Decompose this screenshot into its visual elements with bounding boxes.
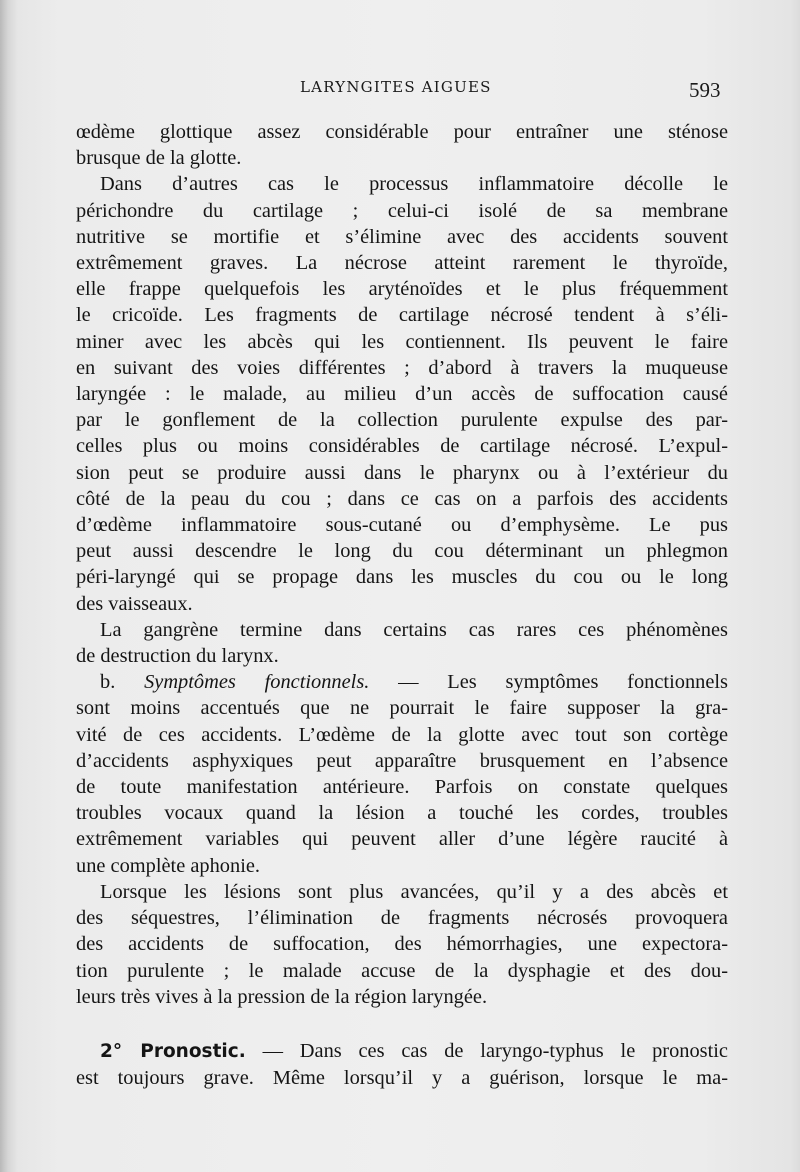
text-line: laryngée : le malade, au milieu d’un accès de suffocation causé xyxy=(76,383,728,406)
section-gap xyxy=(76,1010,728,1038)
text-line: des accidents de suffocation, des hémorrhagies, une expectora- xyxy=(76,933,728,956)
text-line: La gangrène termine dans certains cas rares ces phénomènes xyxy=(100,618,728,641)
text-line: miner avec les abcès qui les contiennent. Ils peuvent le faire xyxy=(76,330,728,353)
text-line: nutritive se mortifie et s’élimine avec des accidents souvent xyxy=(76,225,728,248)
body-text xyxy=(76,119,728,1091)
text-line: extrêmement variables qui peuvent aller d’une légère raucité à xyxy=(76,828,728,851)
text-line: est toujours grave. Même lorsqu’il y a guérison, lorsque le ma- xyxy=(76,1067,728,1090)
text-line: sont moins accentués que ne pourrait le faire supposer la gra- xyxy=(76,697,728,720)
subsection-letter: b. xyxy=(100,671,116,694)
text-line: par le gonflement de la collection purulente expulse des par- xyxy=(76,409,728,432)
subsection-title: Symptômes fonctionnels. xyxy=(144,671,370,694)
text-line: de destruction du larynx. xyxy=(76,645,279,668)
text-line: une complète aphonie. xyxy=(76,854,261,877)
text-fragment: — Les symptômes fonctionnels xyxy=(398,671,728,694)
text-line: le cricoïde. Les fragments de cartilage nécrosé tendent à s’éli- xyxy=(76,304,728,327)
section-title: 2° Pronostic. xyxy=(100,1040,246,1062)
text-line: de toute manifestation antérieure. Parfois on constate quelques xyxy=(76,776,728,799)
page-number: 593 xyxy=(689,78,721,102)
text-line: en suivant des voies différentes ; d’abord à travers la muqueuse xyxy=(76,356,728,379)
text-line: œdème glottique assez considérable pour entraîner une sténose xyxy=(76,121,728,143)
text-line: des vaisseaux. xyxy=(76,592,193,615)
text-line: d’œdème inflammatoire sous-cutané ou d’emphysème. Le pus xyxy=(76,514,728,537)
text-line: brusque de la glotte. xyxy=(76,147,242,170)
text-line: périchondre du cartilage ; celui-ci isolé de sa membrane xyxy=(76,199,728,222)
subsection-heading-line xyxy=(76,669,728,695)
text-line: côté de la peau du cou ; dans ce cas on a parfois des accidents xyxy=(76,487,728,510)
text-line: tion purulente ; le malade accuse de la dysphagie et des dou- xyxy=(76,959,728,982)
text-line: vité de ces accidents. L’œdème de la glotte avec tout son cortège xyxy=(76,723,728,746)
section-heading-line xyxy=(76,1038,728,1065)
text-fragment: — Dans ces cas de laryngo-typhus le pronostic xyxy=(262,1039,728,1062)
text-line: celles plus ou moins considérables de cartilage nécrosé. L’expul- xyxy=(76,435,728,458)
text-line: elle frappe quelquefois les aryténoïdes et le plus fréquemment xyxy=(76,278,728,301)
text-line: péri-laryngé qui se propage dans les muscles du cou ou le long xyxy=(76,566,728,589)
text-line: des séquestres, l’élimination de fragments nécrosés provoquera xyxy=(76,907,728,930)
text-line: sion peut se produire aussi dans le pharynx ou à l’extérieur du xyxy=(76,461,728,484)
running-title: LARYNGITES AIGUES xyxy=(300,78,492,96)
text-line: peut aussi descendre le long du cou déterminant un phlegmon xyxy=(76,540,728,563)
text-line: d’accidents asphyxiques peut apparaître brusquement en l’absence xyxy=(76,749,728,772)
text-line: troubles vocaux quand la lésion a touché les cordes, troubles xyxy=(76,802,728,825)
text-line: leurs très vives à la pression de la région laryngée. xyxy=(76,985,488,1008)
text-line: Lorsque les lésions sont plus avancées, qu’il y a des abcès et xyxy=(100,880,728,903)
text-line: Dans d’autres cas le processus inflammatoire décolle le xyxy=(100,173,728,196)
text-line: extrêmement graves. La nécrose atteint rarement le thyroïde, xyxy=(76,252,728,275)
